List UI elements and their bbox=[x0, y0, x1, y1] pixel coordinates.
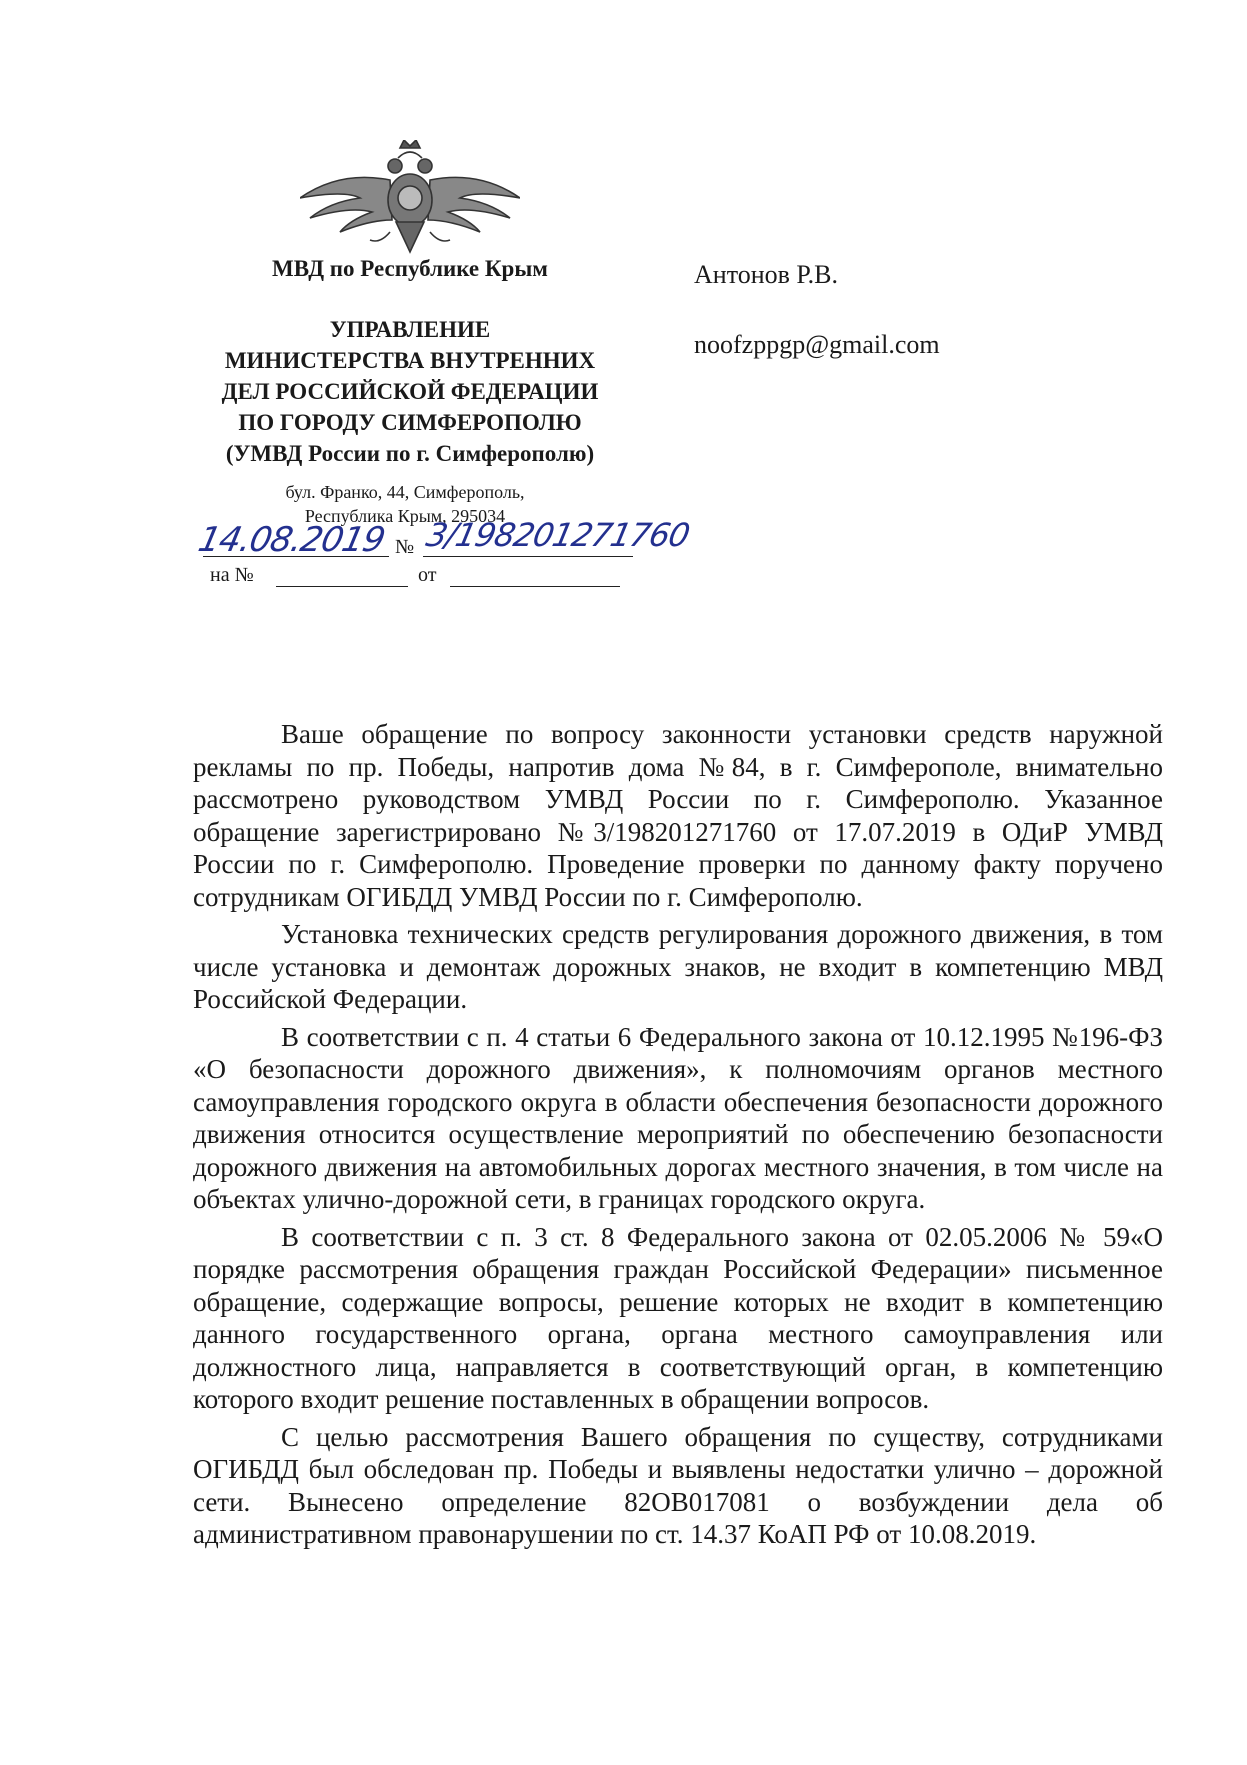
org-short-name: МВД по Республике Крым bbox=[272, 256, 548, 281]
ref-date-blank bbox=[450, 586, 620, 587]
address-line: бул. Франко, 44, Симферополь, bbox=[285, 482, 525, 502]
recipient-name: Антонов Р.В. bbox=[694, 260, 838, 289]
ref-number-label: на № bbox=[210, 564, 254, 586]
org-full-line: ДЕЛ РОССИЙСКОЙ ФЕДЕРАЦИИ bbox=[221, 379, 599, 404]
body-paragraph: В соответствии с п. 3 ст. 8 Федерального закона от 02.05.2006 № 59«О порядке рассмотрения обращения граждан Российской Федерации» письменное обращение, содержащие вопросы, решение которых не входит в компетенцию данного государственного органа, органа местного самоуправления или должностного лица, направляется в соответствующий орган, в компетенцию которого входит решение поставленных в обращении вопросов. bbox=[193, 1221, 1163, 1414]
org-full-line: МИНИСТЕРСТВА ВНУТРЕННИХ bbox=[224, 348, 596, 373]
body-paragraph: С целью рассмотрения Вашего обращения по существу, сотрудниками ОГИБДД был обследован пр. Победы и выявлены недостатки улично – дорожной сети. Вынесено определение 82OB017081 о возбуждении дела об административном правонарушении по ст. 14.37 КоАП РФ от 10.08.2019. bbox=[193, 1421, 1163, 1549]
handwritten-reg-number: 3/198201271760 bbox=[422, 516, 693, 554]
body-paragraph: Установка технических средств регулирования дорожного движения, в том числе установка и демонтаж дорожных знаков, не входит в компетенцию МВД Российской Федерации. bbox=[193, 919, 1163, 1014]
ref-date-label: от bbox=[418, 564, 437, 586]
reference-line bbox=[210, 562, 630, 592]
address-line: Республика Крым, 295034 bbox=[304, 506, 506, 526]
handwritten-reg-date: 14.08.2019 bbox=[194, 520, 388, 560]
org-full-line: УПРАВЛЕНИЕ bbox=[329, 317, 491, 342]
body-paragraph: В соответствии с п. 4 статьи 6 Федерального закона от 10.12.1995 №196-ФЗ «О безопасности дорожного движения», к полномочиям органов местного самоуправления городского округа в области обеспечения безопасности дорожного движения относится осуществление мероприятий по обеспечению безопасности дорожного движения на автомобильных дорогах местного значения, в том числе на объектах улично-дорожной сети, в границах городского округа. bbox=[193, 1021, 1163, 1214]
reg-number-underline bbox=[423, 556, 633, 557]
org-full-line: (УМВД России по г. Симферополю) bbox=[225, 441, 595, 466]
ref-number-blank bbox=[276, 586, 408, 587]
letter-body bbox=[193, 718, 1163, 1556]
body-paragraph: Ваше обращение по вопросу законности установки средств наружной рекламы по пр. Победы, напротив дома №84, в г. Симферополе, внимательно рассмотрено руководством УМВД России по г. Симферополю. Указанное обращение зарегистрировано №3/198201271760 от 17.07.2019 в ОДиР УМВД России по г. Симферополю. Проведение проверки по данному факту поручено сотрудникам ОГИБДД УМВД России по г. Симферополю. bbox=[193, 719, 1163, 912]
reg-number-label: № bbox=[395, 536, 415, 558]
double-headed-eagle-emblem-icon bbox=[300, 140, 520, 260]
org-full-name bbox=[190, 314, 630, 469]
org-full-line: ПО ГОРОДУ СИМФЕРОПОЛЮ bbox=[238, 410, 582, 435]
recipient-email: noofzppgp@gmail.com bbox=[694, 330, 940, 359]
